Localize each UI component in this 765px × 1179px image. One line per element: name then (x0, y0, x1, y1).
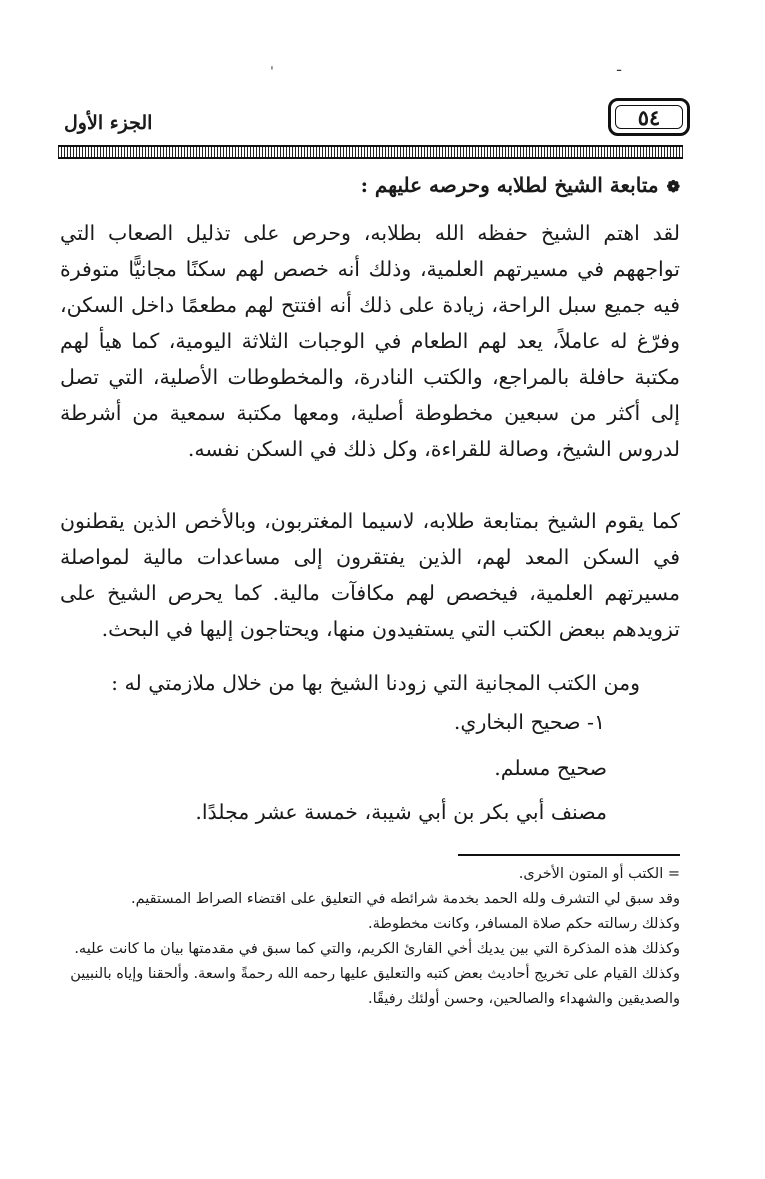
footnote-line: وكذلك هذه المذكرة التي بين يديك أخي القارئ الكريم، والتي كما سبق في مقدمتها بيان ما كانت عليه. (74, 941, 680, 957)
header-divider (58, 145, 683, 159)
list-item: ١- صحيح البخاري. (453, 710, 605, 734)
list-item: صحيح مسلم. (494, 756, 607, 780)
list-item: مصنف أبي بكر بن أبي شيبة، خمسة عشر مجلدًا. (195, 800, 607, 824)
section-heading (60, 170, 680, 202)
page-number: ٥٤ (637, 105, 661, 130)
paragraph: ومن الكتب المجانية التي زودنا الشيخ بها من خلال ملازمتي له : (111, 671, 640, 695)
footnote-line: = الكتب أو المتون الأخرى. (518, 866, 680, 882)
scan-speck: ـ (617, 59, 622, 75)
scan-speck: ˈ (270, 65, 274, 81)
footnote-divider (458, 854, 680, 856)
paragraph: لقد اهتم الشيخ حفظه الله بطلابه، وحرص على تذليل الصعاب التي تواجههم في مسيرتهم العلمية، وذلك أنه خصص لهم سكنًا مجانيًّا متوفرة فيه جميع سبل الراحة، زيادة على ذلك أنه افتتح لهم مطعمًا داخل السكن، وفرّغ له عاملاً، يعد لهم الطعام في الوجبات الثلاثة اليومية، كما هيأ لهم مكتبة حافلة بالمراجع، والكتب النادرة، والمخطوطات الأصلية، التي تصل إلى أكثر من سبعين مخطوطة أصلية، ومعها مكتبة سمعية من أشرطة لدروس الشيخ، وصالة للقراءة، وكل ذلك في السكن نفسه. (60, 221, 680, 461)
paragraph: كما يقوم الشيخ بمتابعة طلابه، لاسيما المغتربون، وبالأخص الذين يقطنون في السكن المعد لهم، الذين يفتقرون إلى مساعدات مالية لمواصلة مسيرتهم العلمية، فيخصص لهم مكافآت مالية. كما يحرص الشيخ على تزويدهم ببعض الكتب التي يستفيدون منها، ويحتاجون إليها في البحث. (60, 509, 680, 641)
footnote-line: وكذلك القيام على تخريج أحاديث بعض كتبه والتعليق عليها رحمه الله رحمةً واسعة. وألحقنا وإياه بالنبيين والصديقين والشهداء والصالحين، وحسن أولئك رفيقًا. (70, 966, 680, 1007)
footnote-line: وكذلك رسالته حكم صلاة المسافر، وكانت مخطوطة. (368, 916, 680, 932)
page-header (58, 92, 690, 144)
footnotes (60, 862, 680, 1012)
page-number-frame (608, 98, 690, 136)
footnote-line: وقد سبق لي التشرف ولله الحمد بخدمة شرائطه في التعليق على اقتضاء الصراط المستقيم. (131, 891, 680, 907)
star-ornament-icon: ❁ (666, 177, 680, 196)
running-title: الجزء الأول (64, 112, 153, 134)
section-heading-text: متابعة الشيخ لطلابه وحرصه عليهم : (360, 173, 659, 197)
